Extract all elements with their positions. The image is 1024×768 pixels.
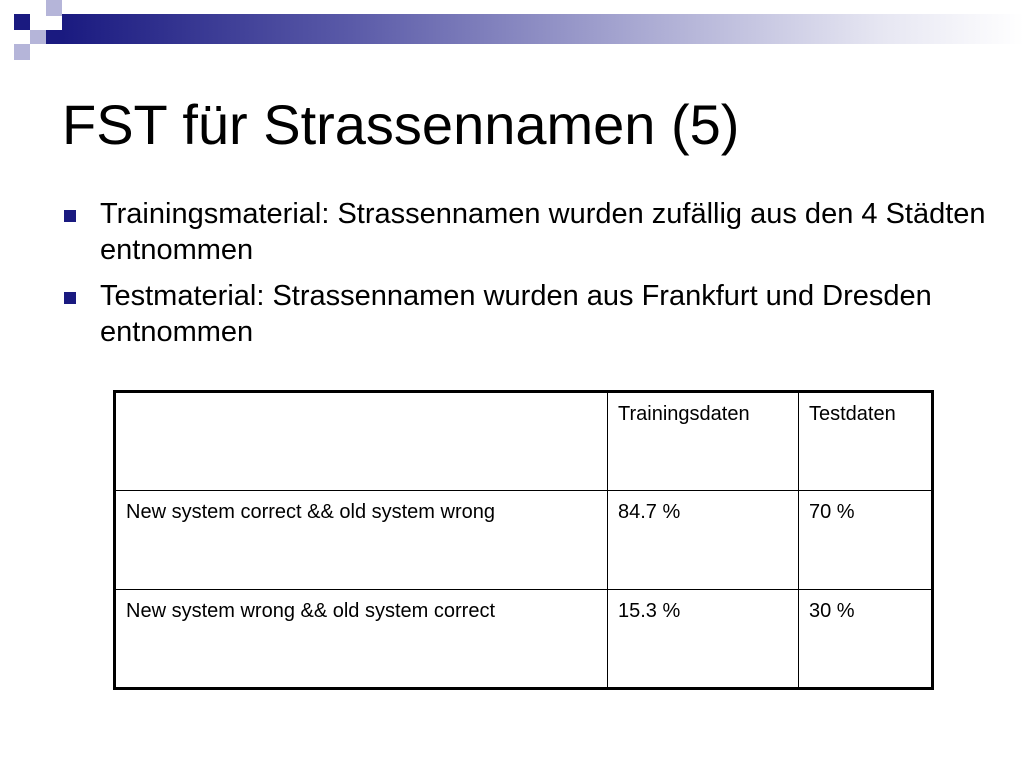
table-header-cell-testdaten: Testdaten (799, 392, 933, 491)
table-header-row (115, 392, 933, 491)
deco-square (14, 14, 30, 30)
table-header-cell-trainingsdaten: Trainingsdaten (608, 392, 799, 491)
table-cell-value: 15.3 % (608, 590, 799, 689)
table-cell-value: 84.7 % (608, 491, 799, 590)
table-cell-value: 70 % (799, 491, 933, 590)
deco-square (14, 44, 30, 60)
deco-square (46, 0, 62, 16)
deco-square (46, 30, 62, 44)
table-cell-value: 30 % (799, 590, 933, 689)
table-cell-label: New system correct && old system wrong (115, 491, 608, 590)
slide-title: FST für Strassennamen (5) (62, 93, 740, 156)
bullet-item (62, 278, 1012, 350)
table-row (115, 590, 933, 689)
header-gradient-bar (62, 14, 1024, 44)
table-header-cell-empty (115, 392, 608, 491)
results-table (113, 390, 934, 690)
bullet-text: Trainingsmaterial: Strassennamen wurden zufällig aus den 4 Städten entnommen (100, 198, 986, 266)
bullet-item (62, 196, 1012, 268)
table-row (115, 491, 933, 590)
square-bullet-icon (62, 278, 100, 314)
bullet-text: Testmaterial: Strassennamen wurden aus Frankfurt und Dresden entnommen (100, 280, 932, 348)
deco-square (30, 30, 46, 44)
header-decoration (0, 0, 1024, 70)
bullet-list (62, 196, 1012, 360)
table-cell-label: New system wrong && old system correct (115, 590, 608, 689)
square-bullet-icon (62, 196, 100, 232)
